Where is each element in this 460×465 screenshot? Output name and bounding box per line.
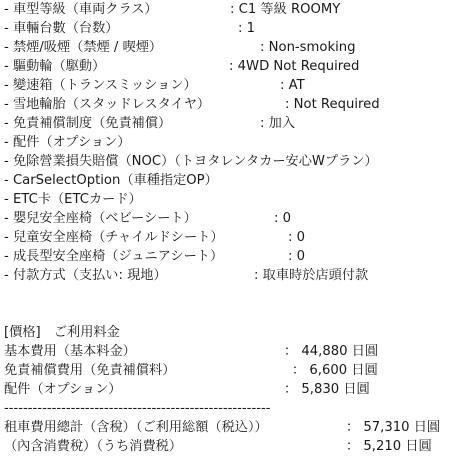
detail-label-vehicle-class: - 車型等級（車両クラス） — [4, 2, 158, 17]
option-child-seat: - 兒童安全座椅（チャイルドシート） — [4, 230, 224, 245]
option-noc: - 免除營業損失賠償（NOC）（トヨタレンタカー安心Wプラン） — [4, 154, 378, 169]
detail-label-vehicle-count: - 車輛台數（台数） — [4, 21, 119, 36]
detail-value-insurance: : 加入 — [260, 116, 296, 131]
price-insurance-label: 免責補償費用（免責補償料） — [4, 363, 176, 378]
option-baby-seat-value: : 0 — [274, 211, 292, 226]
pricing-header: [價格] ご利用料金 — [4, 325, 120, 340]
option-junior-seat-value: : 0 — [288, 249, 306, 264]
option-etc-card: - ETC卡（ETCカード） — [4, 192, 142, 207]
detail-value-transmission: : AT — [280, 78, 305, 93]
detail-label-studless-tires: - 雪地輪胎（スタッドレスタイヤ） — [4, 97, 211, 112]
price-basic-label: 基本費用（基本料金） — [4, 344, 136, 359]
detail-label-smoking: - 禁煙/吸煙（禁煙 / 喫煙） — [4, 40, 163, 55]
price-divider: -------------------------------------------------------- — [4, 401, 271, 416]
price-insurance-value: ： 6,600 日圓 — [292, 363, 378, 378]
price-total-value: ： 57,310 日圓 — [346, 420, 441, 435]
detail-value-drive: : 4WD Not Required — [229, 59, 360, 74]
option-baby-seat: - 嬰兒安全座椅（ベビーシート） — [4, 211, 197, 226]
detail-value-vehicle-count: : 1 — [238, 21, 256, 36]
detail-label-drive: - 驅動輪（駆動） — [4, 59, 106, 74]
detail-value-vehicle-class: : C1 等級 ROOMY — [230, 2, 341, 17]
detail-value-studless-tires: : Not Required — [285, 97, 380, 112]
price-options-label: 配件（オプション） — [4, 382, 122, 397]
price-options-value: ： 5,830 日圓 — [284, 382, 370, 397]
detail-label-transmission: - 變速箱（トランスミッション） — [4, 78, 197, 93]
detail-label-insurance: - 免責補償制度（免責補償） — [4, 116, 172, 131]
option-car-select: - CarSelectOption（車種指定OP） — [4, 173, 218, 188]
option-child-seat-value: : 0 — [288, 230, 306, 245]
detail-label-options: - 配件（オプション） — [4, 135, 131, 150]
option-junior-seat: - 成長型安全座椅（ジュニアシート） — [4, 249, 224, 264]
price-tax-label: （內含消費稅）（うち消費税） — [4, 439, 183, 454]
price-tax-value: ： 5,210 日圓 — [346, 439, 432, 454]
detail-value-payment: : 取車時於店頭付款 — [254, 268, 369, 283]
price-basic-value: ： 44,880 日圓 — [284, 344, 379, 359]
detail-label-payment: - 付款方式（支払い: 現地） — [4, 268, 167, 283]
detail-value-smoking: : Non-smoking — [260, 40, 356, 55]
price-total-label: 租車費用總計（含稅）（ご利用総額（税込）） — [4, 420, 268, 435]
